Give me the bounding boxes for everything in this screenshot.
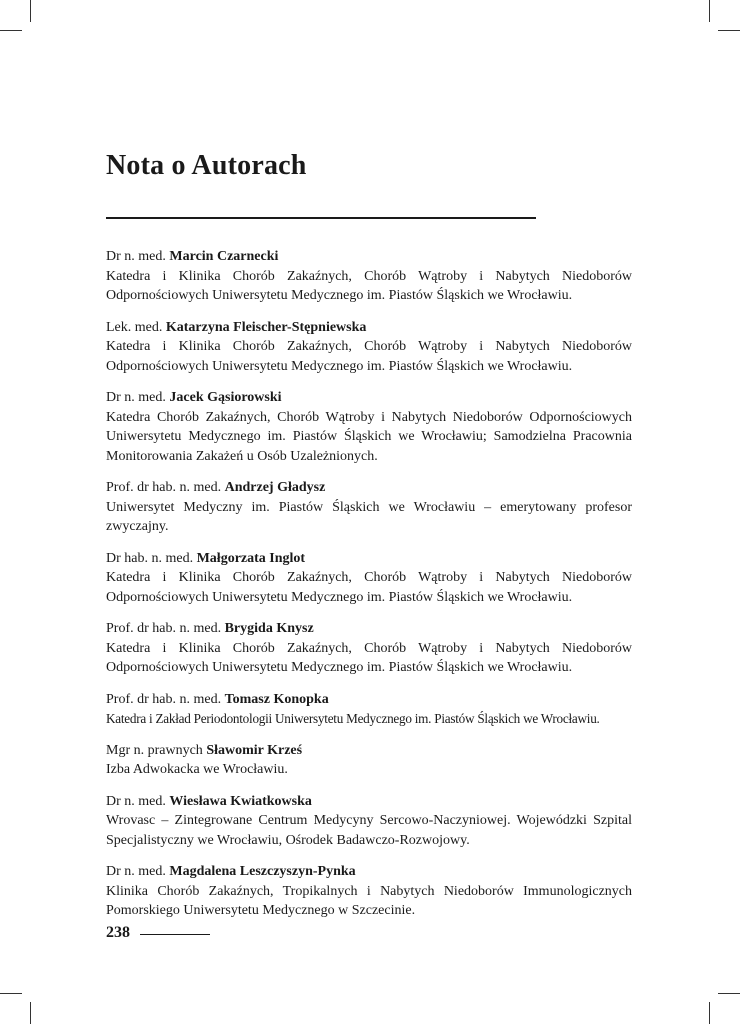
crop-mark bbox=[718, 993, 740, 994]
author-title: Dr hab. n. med. bbox=[106, 550, 194, 566]
author-name: Jacek Gąsiorowski bbox=[169, 390, 282, 405]
author-title: Mgr n. prawnych bbox=[106, 742, 203, 758]
author-affiliation: Wrovasc – Zintegrowane Centrum Medycyny Sercowo-Naczyniowej. Wojewódzki Szpital Specjalistyczny we Wrocławiu, Ośrodek Badawczo-Rozwojowy. bbox=[106, 813, 632, 848]
author-affiliation: Uniwersytet Medyczny im. Piastów Śląskich we Wrocławiu – emerytowany profesor zwyczajny. bbox=[106, 499, 632, 534]
author-name: Wiesława Kwiatkowska bbox=[169, 793, 312, 809]
title-rule bbox=[106, 217, 536, 219]
crop-mark bbox=[709, 1002, 710, 1024]
crop-mark bbox=[30, 0, 31, 22]
author-entry bbox=[106, 478, 632, 537]
crop-mark bbox=[718, 30, 740, 31]
author-title: Dr n. med. bbox=[106, 390, 166, 405]
crop-mark bbox=[0, 30, 22, 31]
author-name: Tomasz Konopka bbox=[224, 691, 329, 707]
author-list bbox=[106, 247, 632, 933]
author-affiliation: Katedra i Klinika Chorób Zakaźnych, Chorób Wątroby i Nabytych Niedoborów Odpornościowych Uniwersytetu Medycznego im. Piastów Śląskich we Wrocławiu. bbox=[106, 570, 632, 605]
author-title: Prof. dr hab. n. med. bbox=[106, 480, 222, 495]
author-title: Dr n. med. bbox=[106, 864, 166, 879]
author-title: Dr n. med. bbox=[106, 249, 166, 264]
author-name: Katarzyna Fleischer-Stępniewska bbox=[165, 319, 367, 335]
author-title: Lek. med. bbox=[106, 319, 163, 335]
page-footer bbox=[106, 924, 210, 942]
author-entry bbox=[106, 318, 632, 377]
page-number: 238 bbox=[106, 924, 130, 941]
author-affiliation: Izba Adwokacka we Wrocławiu. bbox=[106, 762, 288, 777]
author-title: Prof. dr hab. n. med. bbox=[106, 691, 222, 707]
author-name: Magdalena Leszczyszyn-Pynka bbox=[169, 864, 356, 879]
author-affiliation: Klinika Chorób Zakaźnych, Tropikalnych i Nabytych Niedoborów Immunologicznych Pomorskiego Uniwersytetu Medycznego w Szczecinie. bbox=[106, 883, 632, 918]
author-name: Małgorzata Inglot bbox=[196, 550, 306, 566]
footer-rule bbox=[140, 934, 210, 935]
author-entry bbox=[106, 619, 632, 678]
author-name: Andrzej Gładysz bbox=[224, 480, 326, 495]
author-entry bbox=[106, 862, 632, 921]
author-name: Brygida Knysz bbox=[224, 621, 314, 636]
author-affiliation: Katedra i Zakład Periodontologii Uniwersytetu Medycznego im. Piastów Śląskich we Wrocławiu. bbox=[106, 711, 600, 726]
author-entry bbox=[106, 792, 632, 851]
crop-mark bbox=[709, 0, 710, 22]
author-entry bbox=[106, 388, 632, 466]
author-entry bbox=[106, 549, 632, 608]
author-entry bbox=[106, 247, 632, 306]
author-entry bbox=[106, 690, 632, 729]
page-title: Nota o Autorach bbox=[106, 150, 307, 181]
author-affiliation: Katedra i Klinika Chorób Zakaźnych, Chorób Wątroby i Nabytych Niedoborów Odpornościowych Uniwersytetu Medycznego im. Piastów Śląskich we Wrocławiu. bbox=[106, 268, 632, 303]
author-title: Dr n. med. bbox=[106, 793, 166, 809]
author-title: Prof. dr hab. n. med. bbox=[106, 621, 222, 636]
author-name: Marcin Czarnecki bbox=[169, 249, 279, 264]
crop-mark bbox=[30, 1002, 31, 1024]
author-affiliation: Katedra i Klinika Chorób Zakaźnych, Chorób Wątroby i Nabytych Niedoborów Odpornościowych Uniwersytetu Medycznego im. Piastów Śląskich we Wrocławiu. bbox=[106, 339, 632, 374]
author-affiliation: Katedra Chorób Zakaźnych, Chorób Wątroby i Nabytych Niedoborów Odpornościowych Uniwersytetu Medycznego im. Piastów Śląskich we Wrocławiu; Samodzielna Pracownia Monitorowania Zakażeń u Osób Uzależnionych. bbox=[106, 409, 632, 464]
author-entry bbox=[106, 741, 632, 780]
author-name: Sławomir Krześ bbox=[206, 742, 303, 758]
author-affiliation: Katedra i Klinika Chorób Zakaźnych, Chorób Wątroby i Nabytych Niedoborów Odpornościowych Uniwersytetu Medycznego im. Piastów Śląskich we Wrocławiu. bbox=[106, 640, 632, 675]
crop-mark bbox=[0, 993, 22, 994]
